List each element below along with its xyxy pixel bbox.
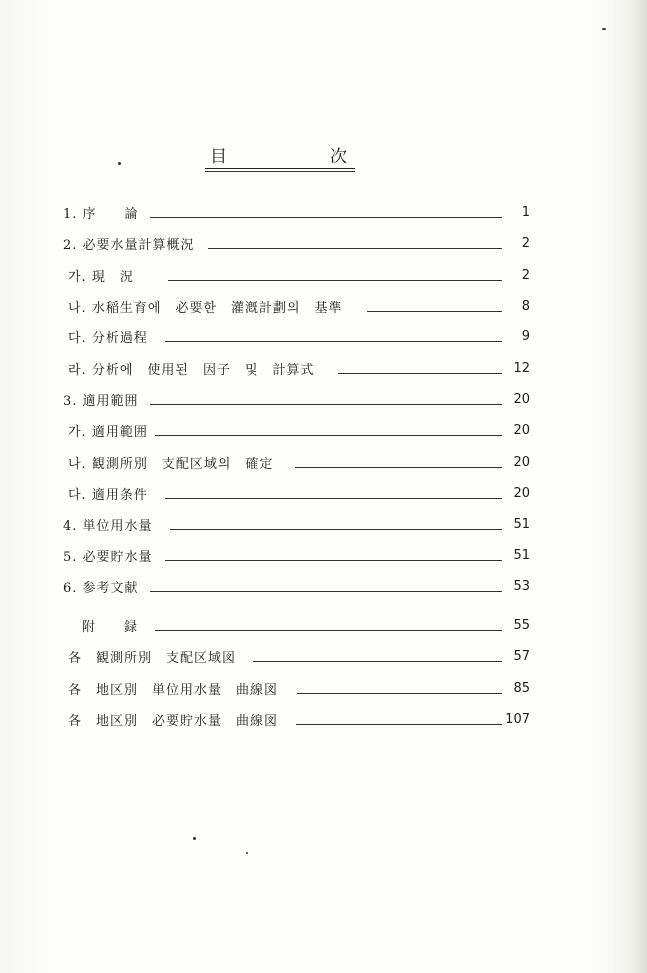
toc-page-number: 20	[513, 455, 530, 470]
toc-entry	[0, 577, 647, 599]
toc-page-number: 2	[521, 268, 530, 283]
toc-page-number: 57	[513, 649, 530, 664]
toc-entry	[0, 647, 647, 669]
toc-leader-line	[297, 693, 502, 694]
toc-page-number: 51	[513, 548, 530, 563]
toc-leader-line	[155, 630, 502, 631]
speck	[246, 852, 248, 854]
toc-title	[205, 140, 355, 169]
toc-leader-line	[150, 591, 502, 592]
speck	[193, 837, 196, 840]
toc-page-number: 107	[505, 712, 530, 727]
toc-leader-line	[165, 560, 502, 561]
toc-entry	[0, 359, 647, 381]
toc-page-number: 20	[513, 423, 530, 438]
toc-page-number: 20	[513, 392, 530, 407]
toc-entry	[0, 515, 647, 537]
toc-entry-label: 各 地区別 必要貯水量 曲線図	[68, 714, 279, 729]
toc-entry	[0, 421, 647, 443]
toc-entry-label: 附 録	[82, 620, 139, 635]
toc-page-number: 2	[521, 236, 530, 251]
speck	[118, 162, 121, 165]
toc-entry-label: 6. 参考文献	[63, 581, 139, 596]
toc-entry-label: 다. 適用条件	[68, 488, 148, 503]
toc-entry-label: 다. 分析過程	[68, 331, 148, 346]
toc-entry	[0, 616, 647, 638]
toc-leader-line	[338, 373, 502, 374]
toc-page-number: 20	[513, 486, 530, 501]
toc-entry-label: 4. 単位用水量	[63, 519, 153, 534]
toc-leader-line	[155, 435, 502, 436]
title-underline	[205, 171, 355, 172]
toc-leader-line	[253, 661, 502, 662]
toc-page-number: 51	[513, 517, 530, 532]
toc-leader-line	[296, 724, 502, 725]
toc-entry	[0, 297, 647, 319]
toc-entry-label: 나. 水稲生育에 必要한 灌漑計劃의 基準	[68, 301, 343, 316]
toc-title-right: 次	[330, 147, 347, 167]
toc-leader-line	[367, 311, 502, 312]
toc-page-number: 12	[513, 361, 530, 376]
toc-page-number: 8	[521, 299, 530, 314]
toc-leader-line	[208, 248, 502, 249]
toc-entry-label: 1. 序 論	[63, 207, 139, 222]
toc-entry-label: 가. 現 況	[68, 270, 134, 285]
toc-page-number: 9	[521, 329, 530, 344]
toc-entry	[0, 203, 647, 225]
toc-entry-label: 2. 必要水量計算概況	[63, 238, 195, 253]
toc-entry	[0, 453, 647, 475]
toc-leader-line	[150, 404, 502, 405]
toc-entry	[0, 679, 647, 701]
toc-entry	[0, 327, 647, 349]
toc-leader-line	[165, 498, 502, 499]
toc-leader-line	[170, 529, 502, 530]
toc-leader-line	[165, 341, 502, 342]
toc-entry-label: 라. 分析에 使用된 因子 및 計算式	[68, 363, 315, 378]
toc-entry	[0, 390, 647, 412]
toc-entry	[0, 484, 647, 506]
toc-entry-label: 5. 必要貯水量	[63, 550, 153, 565]
toc-leader-line	[295, 467, 502, 468]
toc-leader-line	[168, 280, 502, 281]
toc-entry-label: 各 地区別 単位用水量 曲線図	[68, 683, 279, 698]
toc-title-left: 目	[210, 147, 227, 167]
toc-page-number: 1	[521, 205, 530, 220]
toc-entry-label: 나. 観測所別 支配区域의 確定	[68, 457, 274, 472]
toc-leader-line	[150, 217, 502, 218]
toc-entry-label: 가. 適用範囲	[68, 425, 148, 440]
speck	[602, 28, 606, 30]
toc-entry-label: 各 観測所別 支配区域図	[68, 651, 237, 666]
toc-entry	[0, 710, 647, 732]
toc-page-number: 55	[513, 618, 530, 633]
toc-entry	[0, 266, 647, 288]
toc-page-number: 53	[513, 579, 530, 594]
toc-entry	[0, 546, 647, 568]
toc-page-number: 85	[513, 681, 530, 696]
toc-entry	[0, 234, 647, 256]
toc-entry-label: 3. 適用範囲	[63, 394, 139, 409]
